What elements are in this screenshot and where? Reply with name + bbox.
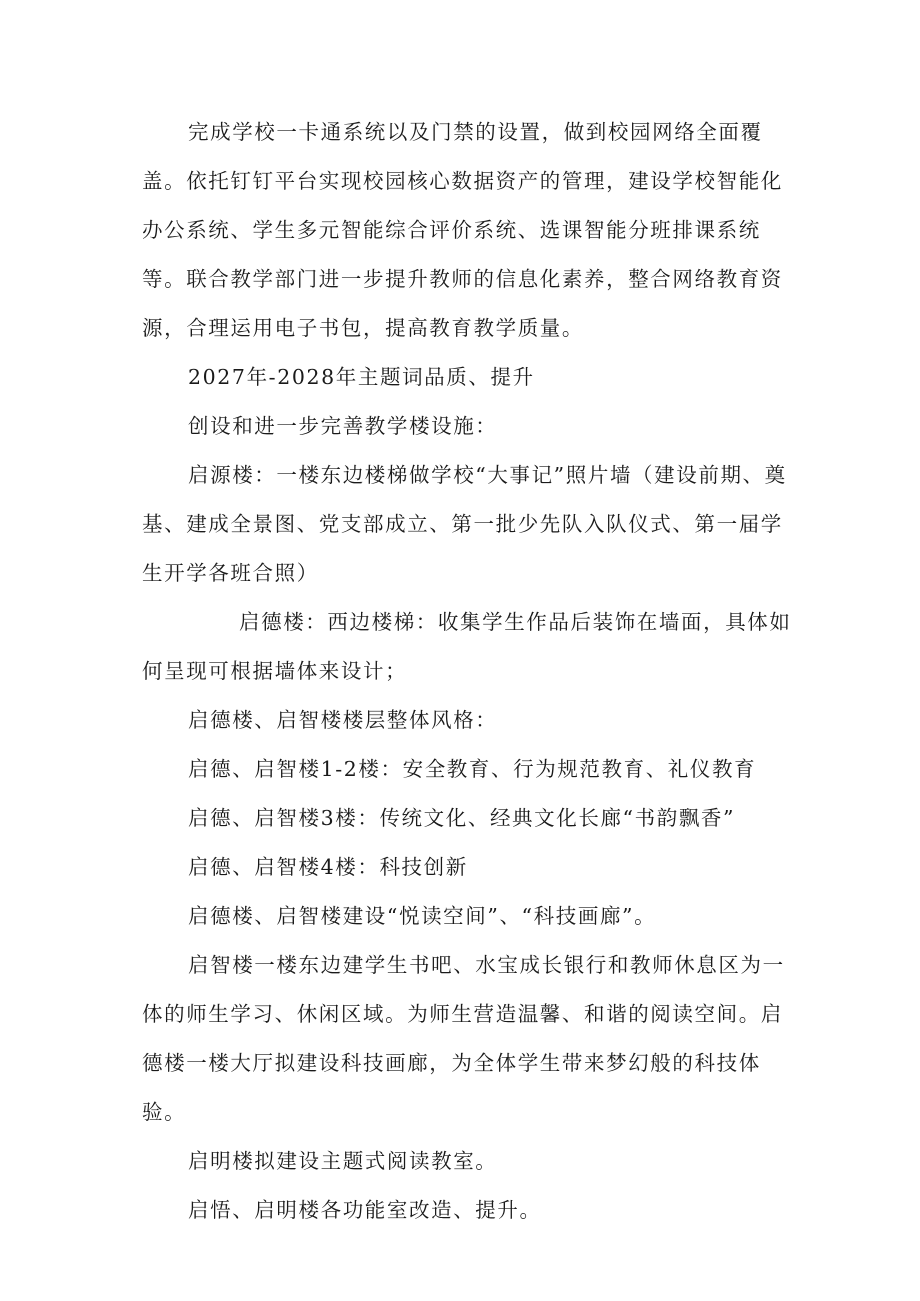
paragraph-qizhi-first-floor: 启智楼一楼东边建学生书吧、水宝成长银行和教师休息区为一体的师生学习、休闲区域。为师生营造温馨、和谐的阅读空间。启德楼一楼大厅拟建设科技画廊，为全体学生带来梦幻般的科技体验。 [142, 953, 785, 1124]
paragraph-qiming-reading-room: 启明楼拟建设主题式阅读教室。 [188, 1149, 498, 1173]
document-body [142, 108, 792, 1235]
paragraph-floor-4: 启德、启智楼4楼：科技创新 [188, 855, 468, 879]
paragraph-floors-1-2: 启德、启智楼1-2楼：安全教育、行为规范教育、礼仪教育 [188, 757, 757, 781]
paragraph-qide-west-stairs: 启德楼：西边楼梯：收集学生作品后装饰在墙面，具体如何呈现可根据墙体来设计； [142, 610, 792, 683]
paragraph-function-rooms: 启悟、启明楼各功能室改造、提升。 [188, 1198, 542, 1222]
paragraph-campus-network: 完成学校一卡通系统以及门禁的设置，做到校园网络全面覆盖。依托钉钉平台实现校园核心数据资产的管理，建设学校智能化办公系统、学生多元智能综合评价系统、选课智能分班排课系统等。联合教学部门进一步提升教师的信息化素养，整合网络教育资源，合理运用电子书包，提高教育教学质量。 [142, 120, 783, 340]
paragraph-floor-3: 启德、启智楼3楼：传统文化、经典文化长廊“书韵飘香” [188, 806, 736, 830]
paragraph-qiyuan-building: 启源楼：一楼东边楼梯做学校“大事记”照片墙（建设前期、奠基、建成全景图、党支部成立、第一批少先队入队仪式、第一届学生开学各班合照） [142, 463, 787, 585]
paragraph-theme-2027-2028: 2027年-2028年主题词品质、提升 [188, 365, 535, 389]
paragraph-building-facilities: 创设和进一步完善教学楼设施： [188, 414, 498, 438]
paragraph-floor-style: 启德楼、启智楼楼层整体风格： [188, 708, 498, 732]
paragraph-reading-space: 启德楼、启智楼建设“悦读空间”、“科技画廊”。 [188, 904, 657, 928]
